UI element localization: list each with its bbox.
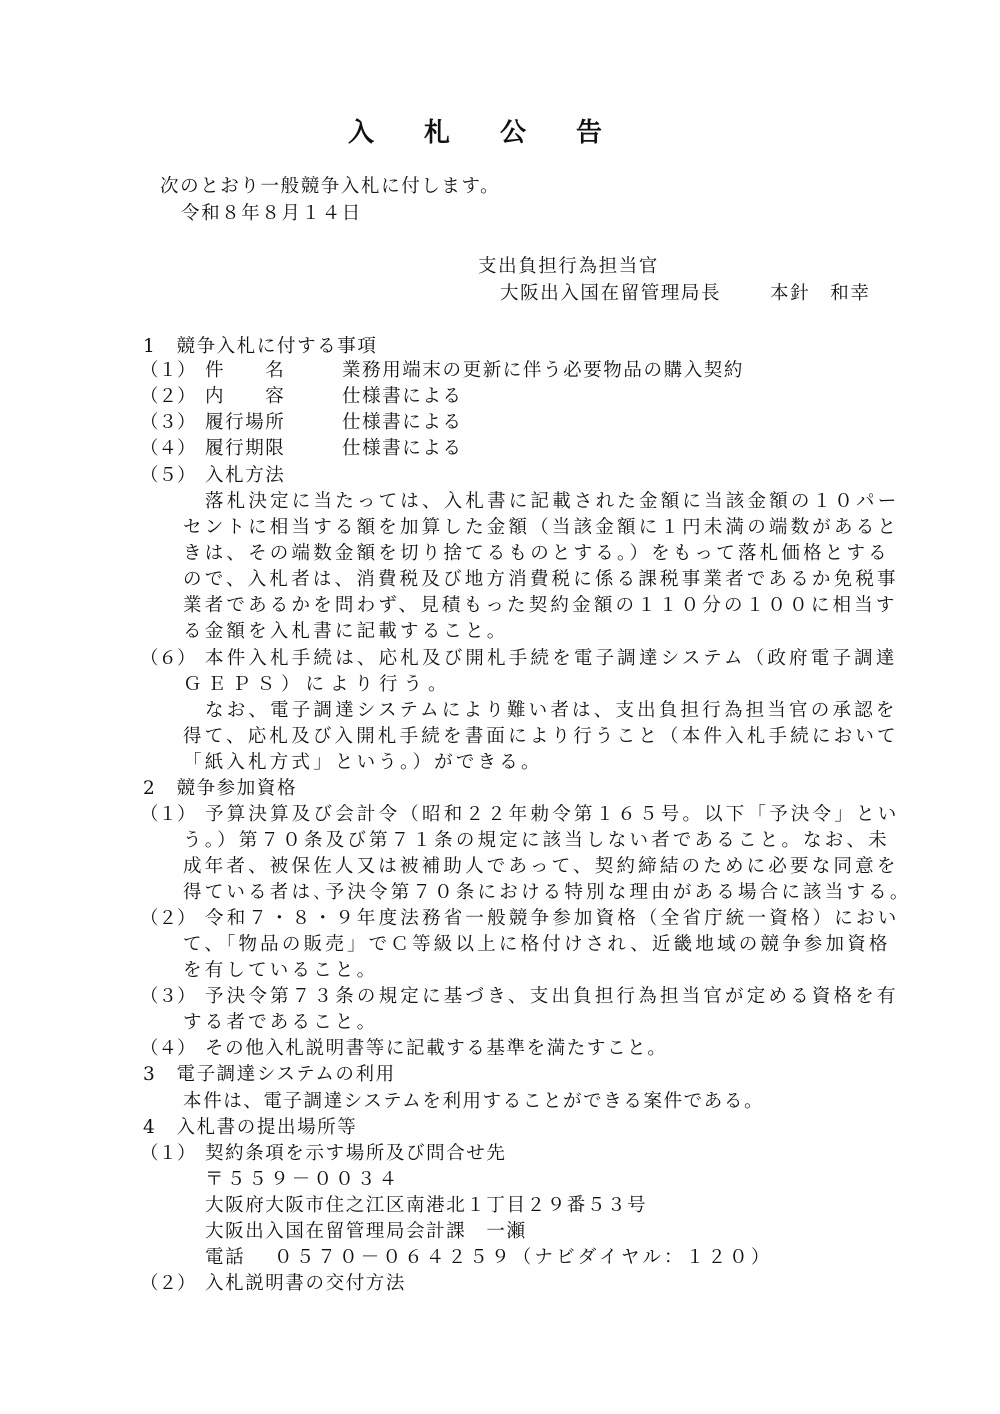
s1-item-6-no: （６）	[140, 648, 196, 669]
contact-office: 大阪出入国在留管理局会計課 一瀬	[205, 1221, 527, 1242]
s2-item-1-line: 得ている者は､予決令第７０条における特別な理由がある場合に該当する。	[183, 882, 912, 903]
s1-item-5-line: ので、入札者は、消費税及び地方消費税に係る課税事業者であるか免税事	[183, 569, 899, 590]
phone-number: ０５７０－０６４２５９（ナビダイヤル：１２０）	[274, 1247, 773, 1268]
s1-item-5-line: 落札決定に当たっては、入札書に記載された金額に当該金額の１０パー	[205, 491, 900, 512]
issuer-name: 本針 和幸	[770, 283, 871, 304]
phone-label: 電話	[205, 1247, 246, 1268]
s2-item-2-no: （２）	[140, 908, 196, 929]
s2-item-1-line: 成年者、被保佐人又は被補助人であって、契約締結のために必要な同意を	[183, 856, 899, 877]
section-4-heading: 4 入札書の提出場所等	[143, 1117, 358, 1138]
s2-item-3-line: する者であること。	[183, 1012, 379, 1033]
issuer-role: 支出負担行為担当官	[478, 256, 659, 277]
s2-item-4-line: その他入札説明書等に記載する基準を満たすこと。	[205, 1038, 668, 1059]
s2-item-2-line: て、「物品の販売」でＣ等級以上に格付けされ、近畿地域の競争参加資格	[183, 934, 891, 955]
s1-item-2-label: 内 容	[205, 386, 286, 407]
s1-item-1-value: 業務用端末の更新に伴う必要物品の購入契約	[342, 360, 745, 381]
s1-item-6-line: 本件入札手続は、応札及び開札手続を電子調達システム（政府電子調達	[205, 648, 898, 669]
s4-item-2-label: 入札説明書の交付方法	[205, 1273, 407, 1294]
s1-item-1-no: （１）	[140, 360, 196, 381]
s1-item-5-line: きは、その端数金額を切り捨てるものとする。）をもって落札価格とする	[183, 543, 890, 564]
section-3-text: 本件は、電子調達システムを利用することができる案件である。	[183, 1091, 765, 1112]
s1-item-6-line: ＧＥＰＳ）により行う。	[183, 674, 453, 695]
s1-item-4-value: 仕様書による	[342, 438, 463, 459]
section-1-heading: 1 競争入札に付する事項	[143, 336, 378, 357]
s2-item-1-line: う。）第７０条及び第７１条の規定に該当しない者であること。なお、未	[183, 830, 890, 851]
s1-item-1-label: 件 名	[205, 360, 286, 381]
intro-text: 次のとおり一般競争入札に付します。	[160, 176, 501, 197]
s1-item-6-line: 「紙入札方式」という。）ができる。	[183, 752, 543, 773]
section-2-heading: 2 競争参加資格	[143, 778, 298, 799]
s2-item-3-line: 予決令第７３条の規定に基づき、支出負担行為担当官が定める資格を有	[205, 986, 899, 1007]
s1-item-6-line: なお、電子調達システムにより難い者は、支出負担行為担当官の承認を	[205, 700, 898, 721]
issuer-org: 大阪出入国在留管理局長	[500, 283, 722, 304]
postal-code: 〒５５９－００３４	[205, 1169, 401, 1190]
s1-item-5-line: セントに相当する額を加算した金額（当該金額に１円未満の端数があると	[183, 517, 900, 538]
s1-item-5-line: 業者であるかを問わず、見積もった契約金額の１１０分の１００に相当す	[183, 595, 898, 616]
s1-item-5-no: （５）	[140, 465, 196, 486]
s1-item-4-label: 履行期限	[205, 438, 286, 459]
s2-item-4-no: （４）	[140, 1038, 196, 1059]
s1-item-2-no: （２）	[140, 386, 196, 407]
s4-item-2-no: （２）	[140, 1273, 196, 1294]
s1-item-6-line: 得て、応札及び入開札手続を書面により行うこと（本件入札手続において	[183, 726, 899, 747]
s1-item-3-value: 仕様書による	[342, 412, 463, 433]
s2-item-2-line: 令和７・８・９年度法務省一般競争参加資格（全省庁統一資格）におい	[205, 908, 900, 929]
address: 大阪府大阪市住之江区南港北１丁目２９番５３号	[205, 1195, 648, 1216]
s1-item-4-no: （４）	[140, 438, 196, 459]
s4-item-1-label: 契約条項を示す場所及び問合せ先	[205, 1143, 507, 1164]
s4-item-1-no: （１）	[140, 1143, 196, 1164]
s1-item-5-label: 入札方法	[205, 465, 286, 486]
page-title: 入札公告	[347, 118, 652, 148]
s1-item-5-line: る金額を入札書に記載すること。	[183, 621, 509, 642]
s2-item-2-line: を有していること。	[183, 960, 379, 981]
section-3-heading: 3 電子調達システムの利用	[143, 1064, 396, 1085]
s1-item-3-no: （３）	[140, 412, 196, 433]
s2-item-1-no: （１）	[140, 804, 196, 825]
s1-item-2-value: 仕様書による	[342, 386, 463, 407]
s2-item-3-no: （３）	[140, 986, 196, 1007]
notice-date: 令和８年８月１４日	[181, 203, 362, 224]
s1-item-3-label: 履行場所	[205, 412, 286, 433]
s2-item-1-line: 予算決算及び会計令（昭和２２年勅令第１６５号。以下「予決令」とい	[205, 804, 900, 825]
